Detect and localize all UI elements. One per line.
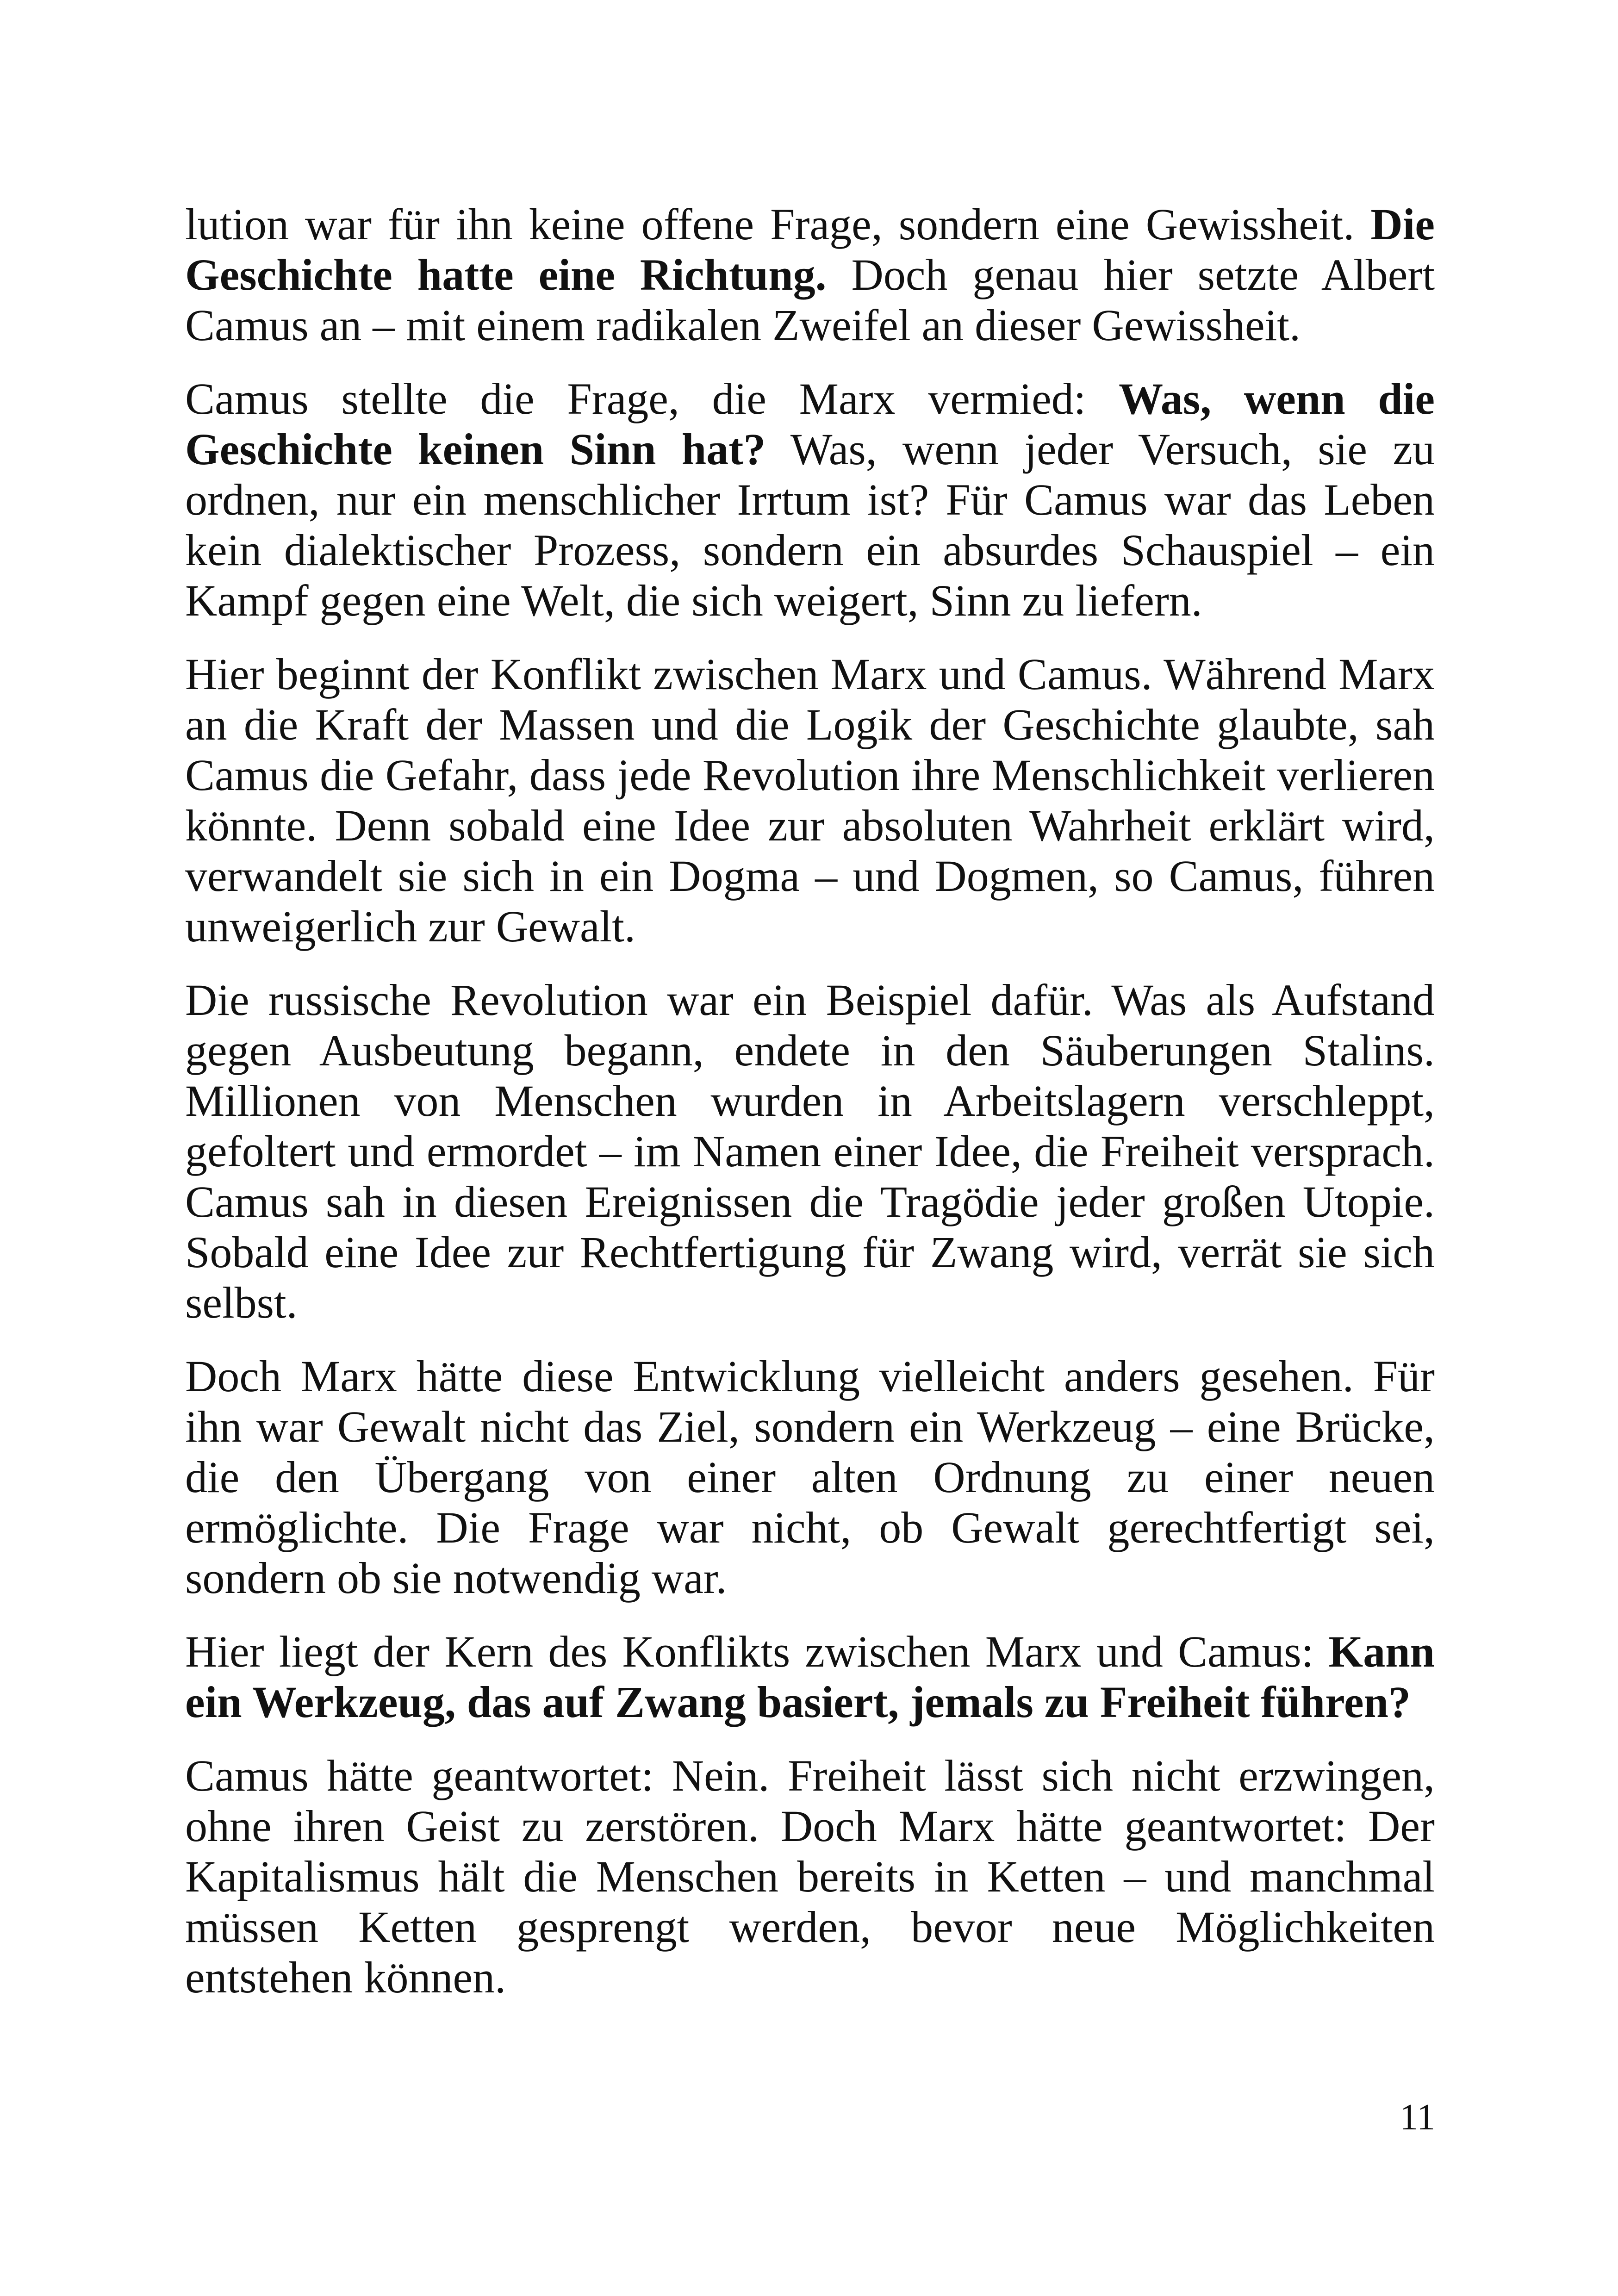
paragraph-3 bbox=[185, 649, 1435, 952]
paragraph-7 bbox=[185, 1750, 1435, 2003]
paragraph-6-emphasis: Kann ein Werkzeug, das auf Zwang basiert, jemals zu Freiheit führen? bbox=[185, 1627, 1435, 1727]
page-number: 11 bbox=[1399, 2097, 1435, 2138]
paragraph-5-text: Doch Marx hätte diese Entwicklung vielleicht anders gesehen. Für ihn war Gewalt nicht das Ziel, sondern ein Werkzeug – eine Brücke, die den Übergang von einer alten Ordnung zu einer neuen ermöglichte. Die Frage war nicht, ob Gewalt gerechtfertigt sei, sondern ob sie notwendig war. bbox=[185, 1351, 1435, 1603]
body-text bbox=[185, 199, 1435, 2026]
paragraph-4-text: Die russische Revolution war ein Beispiel dafür. Was als Aufstand gegen Ausbeutung begann, endete in den Säuberungen Stalins. Millionen von Menschen wurden in Arbeitslagern verschleppt, gefoltert und ermordet – im Namen einer Idee, die Freiheit versprach. Camus sah in diesen Ereignissen die Tragödie jeder großen Utopie. Sobald eine Idee zur Rechtfertigung für Zwang wird, verrät sie sich selbst. bbox=[185, 975, 1435, 1327]
paragraph-6 bbox=[185, 1626, 1435, 1727]
paragraph-2-text: Camus stellte die Frage, die Marx vermied: bbox=[185, 374, 1119, 423]
paragraph-1 bbox=[185, 199, 1435, 350]
paragraph-3-text: Hier beginnt der Konflikt zwischen Marx und Camus. Während Marx an die Kraft der Massen und die Logik der Geschichte glaubte, sah Camus die Gefahr, dass jede Revolution ihre Menschlichkeit verlieren könnte. Denn sobald eine Idee zur absoluten Wahrheit erklärt wird, verwandelt sie sich in ein Dogma – und Dogmen, so Camus, führen unweigerlich zur Gewalt. bbox=[185, 649, 1435, 951]
paragraph-4 bbox=[185, 975, 1435, 1328]
paragraph-2-emphasis: Was, wenn die Geschichte keinen Sinn hat? bbox=[185, 374, 1435, 474]
paragraph-2-text-continued: Was, wenn jeder Versuch, sie zu ordnen, nur ein menschlicher Irrtum ist? Für Camus war das Leben kein dialektischer Prozess, sondern ein absurdes Schauspiel – ein Kampf gegen eine Welt, die sich weigert, Sinn zu liefern. bbox=[185, 424, 1435, 625]
paragraph-5 bbox=[185, 1351, 1435, 1603]
paragraph-7-text: Camus hätte geantwortet: Nein. Freiheit lässt sich nicht erzwingen, ohne ihren Geist zu zerstören. Doch Marx hätte geantwortet: Der Kapitalismus hält die Menschen bereits in Ketten – und manchmal müssen Ketten gesprengt werden, bevor neue Möglichkeiten entstehen können. bbox=[185, 1751, 1435, 2002]
paragraph-2 bbox=[185, 373, 1435, 626]
paragraph-6-text: Hier liegt der Kern des Konflikts zwischen Marx und Camus: bbox=[185, 1627, 1329, 1676]
paragraph-1-emphasis: Die Geschichte hatte eine Richtung. bbox=[185, 199, 1435, 299]
paragraph-1-text-continued: Doch genau hier setzte Albert Camus an – mit einem radikalen Zweifel an dieser Gewissheit. bbox=[185, 250, 1435, 350]
paragraph-1-text: lution war für ihn keine offene Frage, sondern eine Gewissheit. bbox=[185, 199, 1371, 249]
